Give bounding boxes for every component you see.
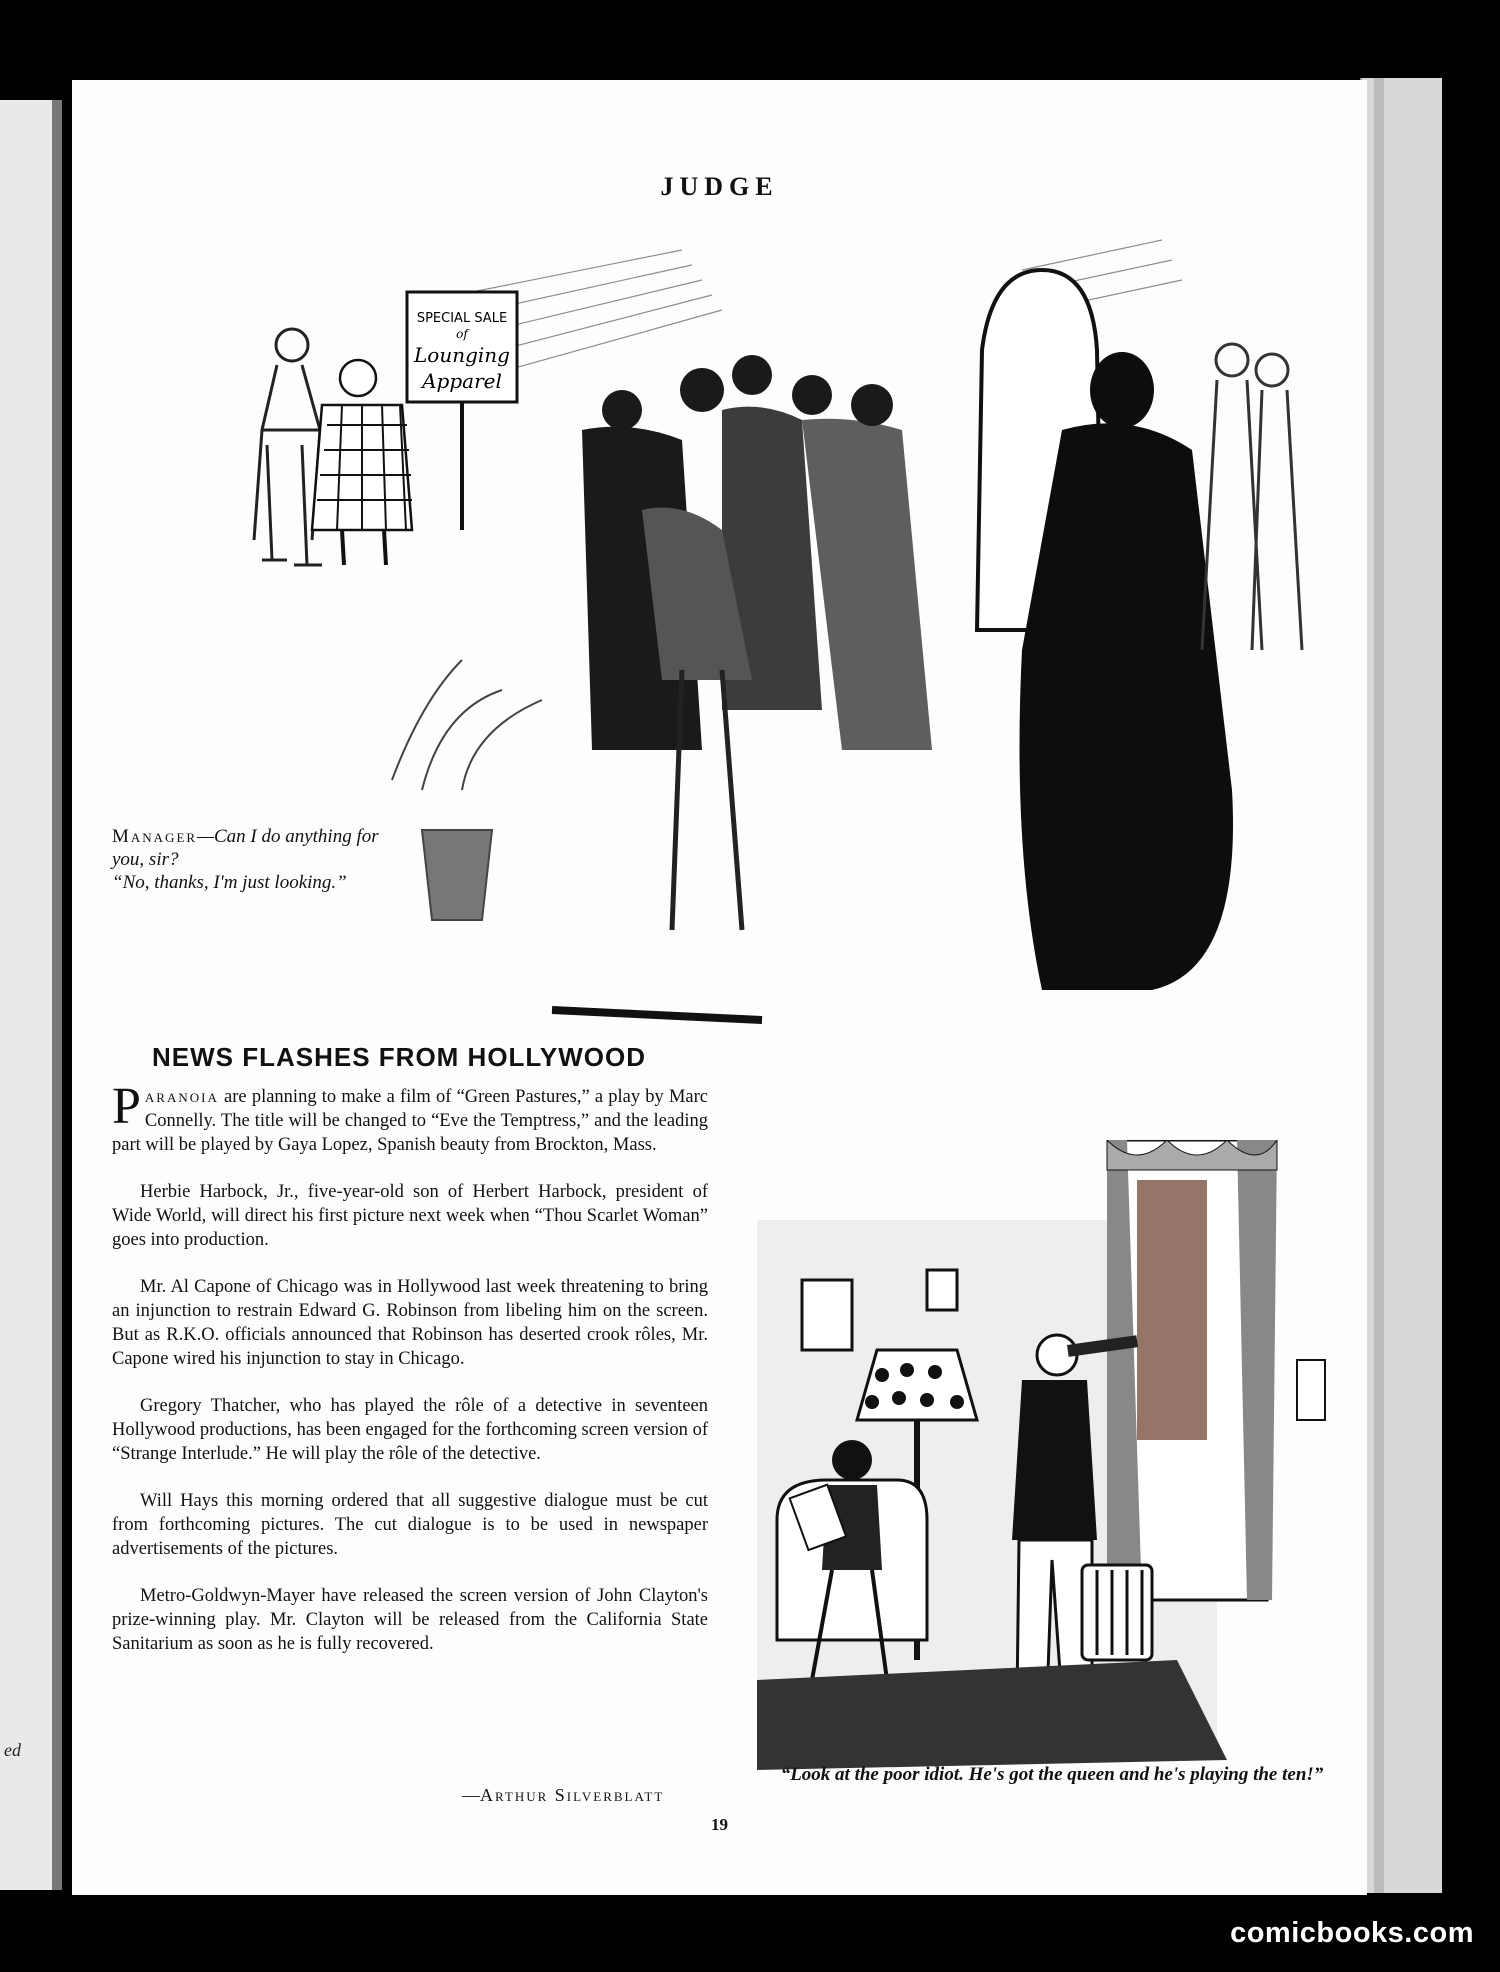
cartoon1-caption (112, 825, 412, 894)
women-crowd (582, 355, 932, 930)
caption-line-1: —Can I do anything for you, sir? (112, 826, 379, 870)
radiator (1082, 1565, 1152, 1660)
left-facing-page (0, 100, 62, 1890)
caption-line-2: “No, thanks, I'm just looking.” (112, 872, 347, 893)
article-paragraph-6: Metro-Goldwyn-Mayer have released the screen version of John Clayton's prize-winning play. Mr. Clayton will be released from the California State Sanitarium as soon as he is fully recovered. (112, 1586, 708, 1654)
magazine-page (72, 80, 1367, 1895)
running-head: JUDGE (660, 172, 779, 201)
caption-speaker: Manager (112, 826, 198, 847)
article-paragraph-4: Gregory Thatcher, who has played the rôle of a detective in seventeen Hollywood productions, has been engaged for the forthcoming screen version of “Strange Interlude.” He will play the rôle of the detective. (112, 1396, 708, 1464)
byline-dash: — (462, 1785, 480, 1805)
background-figures (1202, 344, 1302, 650)
sign-line-4: Apparel (422, 369, 502, 393)
left-page-text-fragment: ed (4, 1740, 21, 1760)
sign-line-3: Lounging (414, 343, 510, 367)
floor-shadow (552, 1010, 762, 1020)
sign-line-2: of (456, 327, 468, 341)
cartoon-telescope-man (757, 1140, 1347, 1780)
article-paragraph-1 (112, 1078, 708, 1157)
drop-cap: P (112, 1078, 141, 1135)
sign-line-1: SPECIAL SALE (416, 311, 508, 326)
paragraph-1-text: are planning to make a film of “Green Pastures,” a play by Marc Connelly. The title will be changed to “Eve the Temptress,” and the leading part will be played by Gaya Lopez, Spanish beauty from Brockton, Mass. (112, 1087, 708, 1155)
article-body (112, 1078, 708, 1679)
article-paragraph-3: Mr. Al Capone of Chicago was in Hollywood last week threatening to bring an injunction to restrain Edward G. Robinson from libeling him on the screen. But as R.K.O. officials announced that Robinson has deserted crook rôles, Mr. Capone wired his injunction to stay in Chicago. (112, 1277, 708, 1369)
customer-checked-coat (312, 360, 412, 565)
article-headline: NEWS FLASHES FROM HOLLYWOOD (152, 1042, 647, 1072)
article-paragraph-2: Herbie Harbock, Jr., five-year-old son of Herbert Harbock, president of Wide World, will direct his first picture next week when “Thou Scarlet Woman” goes into production. (112, 1182, 708, 1250)
cartoon-lounging-apparel (162, 230, 1392, 1070)
wall-picture-small (927, 1270, 957, 1310)
wall-picture-left (802, 1280, 852, 1350)
sale-sign (407, 292, 517, 530)
lead-word: aranoia (144, 1087, 219, 1107)
byline-author: Arthur Silverblatt (480, 1785, 665, 1805)
site-watermark: comicbooks.com (1230, 1917, 1474, 1949)
article-byline (462, 1785, 664, 1806)
potted-plant (392, 660, 542, 920)
left-page-gutter (52, 100, 62, 1890)
article-paragraph-5: Will Hays this morning ordered that all suggestive dialogue must be cut from forthcoming pictures. The cut dialogue is to be used in newspaper advertisements of the pictures. (112, 1491, 708, 1559)
page-number: 19 (711, 1815, 728, 1834)
cartoon2-caption: “Look at the poor idiot. He's got the queen and he's playing the ten!” (780, 1764, 1324, 1785)
wall-plate (1297, 1360, 1325, 1420)
window-with-curtains (1107, 1140, 1277, 1600)
